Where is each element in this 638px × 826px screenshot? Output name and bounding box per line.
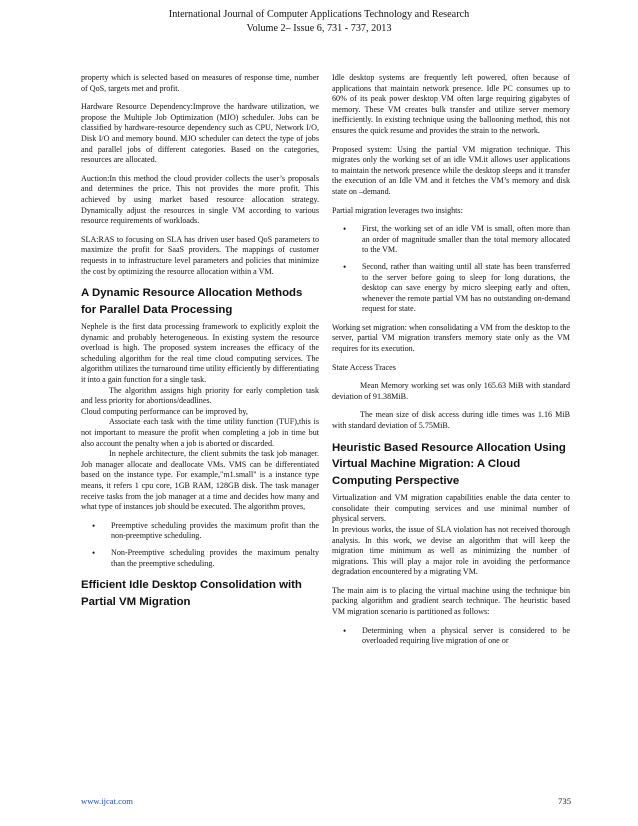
paragraph: In previous works, the issue of SLA violation has not received thorough analysis. In this work, we devise an algorithm that will keep the migration time minimum as well as minimizing the number of migrations. This will play a major role in avoiding the performance degradation encountered by a migrating VM.	[332, 524, 570, 577]
section-heading: Efficient Idle Desktop Consolidation with Partial VM Migration	[81, 579, 302, 608]
paragraph: Virtualization and VM migration capabilities enable the data center to consolidate their computing services and use minimal number of physical servers.	[332, 493, 570, 524]
paragraph: Associate each task with the time utility function (TUF),this is not important to measure the profit when completing a job in time but also account the penalty when a job is aborted or discarded.	[81, 417, 319, 448]
section-heading: Heuristic Based Resource Allocation Using Virtual Machine Migration: A Cloud Computing Perspective	[332, 441, 566, 487]
page-number: 735	[558, 796, 571, 806]
paragraph: property which is selected based on measures of response time, number of QoS, targets met and profit.	[81, 73, 319, 93]
paragraph: Nephele is the first data processing framework to explicitly exploit the dynamic and probably heterogeneous. In existing system the resource overload is high. The proposed system increases the efficacy of the scheduling algorithm for the real time cloud computing services. The algorithm utilizes the turnaround time utility efficiently by differentiating it into a gain function for a single task.	[81, 322, 319, 385]
section-heading: A Dynamic Resource Allocation Methods for Parallel Data Processing	[81, 287, 303, 316]
list-item: • Preemptive scheduling provides the maximum profit than the non-preemptive scheduling.	[81, 521, 319, 542]
paragraph: In nephele architecture, the client submits the task job manager. Job manager allocate and deallocate VMs. VMS can be differentiated based on the instance type. For example,"m1.small" is a instance type means, it refers 1 cpu core, 1GB RAM, 128GB disk. The task manager receive tasks from the job manager at a time and decides how many and what type of instances job should be executed. The algorithm proves,	[81, 449, 319, 512]
paragraph: Mean Memory working set was only 165.63 MiB with standard deviation of 91.38MiB.	[332, 381, 570, 401]
list-item: • Determining when a physical server is considered to be overloaded requiring live migration of one or	[332, 626, 570, 647]
paragraph: The mean size of disk access during idle times was 1.16 MiB with standard deviation of 5.75MiB.	[332, 410, 570, 431]
list-item: • Non-Preemptive scheduling provides the maximum penalty than the preemptive scheduling.	[81, 548, 319, 569]
paragraph: The algorithm assigns high priority for early completion task and less priority for abortions/deadlines.	[81, 385, 319, 406]
paragraph: Proposed system: Using the partial VM migration technique. This migrates only the working set of an idle VM.it allows user applications to maintain the network presence while the desktop sleeps and it transfer the execution of an Idle VM and it fetches the VM’s memory and disk state on –demand.	[332, 144, 570, 196]
journal-title: International Journal of Computer Applications Technology and Research	[168, 9, 470, 20]
list-item: • Second, rather than waiting until all state has been transferred to the server before going to sleep for long durations, the desktop can save energy by micro sleeping early and often, whenever the remote partial VM has no outstanding on-demand request for state.	[332, 262, 570, 315]
right-column	[332, 73, 570, 655]
bullet-list	[332, 626, 570, 647]
list-item: • First, the working set of an idle VM is small, often more than an order of magnitude smaller than the total memory allocated to the VM.	[332, 224, 570, 256]
issue-line: Volume 2– Issue 6, 731 - 737, 2013	[246, 23, 392, 34]
bullet-list	[332, 224, 570, 315]
paragraph: Idle desktop systems are frequently left powered, often because of applications that maintain network presence. Idle PC consumes up to 60% of its peak power desktop VM often large requiring gigabytes of memory. These VM creates bulk transfer and utilize server memory inefficiently. In existing technique using the ballooning method, this not ensures the quick resume and provides the strain to the network.	[332, 73, 570, 135]
paragraph: Partial migration leverages two insights:	[332, 205, 463, 215]
bullet-list	[81, 521, 319, 569]
paragraph: Auction:In this method the cloud provider collects the user’s proposals and determines the price. This not provides the more profit. This achieved by using market based resource allocation strategy. Dynamically adjust the resources in single VM according to various resource requirements of workloads.	[81, 173, 319, 226]
left-column	[81, 73, 319, 614]
paragraph: Working set migration: when consolidating a VM from the desktop to the server, partial VM migration transfers memory state only as the VM requires for its execution.	[332, 322, 570, 354]
paragraph: Hardware Resource Dependency:Improve the hardware utilization, we propose the Multiple Job Optimization (MJO) scheduler. Jobs can be classified by hardware-resource dependency such as CPU, Network I/O, Disk I/O and memory bound. MJO scheduler can detect the type of jobs and parallel jobs of different categories. Based on the categories, resources are allocated.	[81, 102, 319, 165]
page-header	[0, 8, 638, 36]
journal-url-link[interactable]: www.ijcat.com	[81, 796, 133, 806]
paragraph: Cloud computing performance can be improved by,	[81, 406, 248, 416]
paragraph: State Access Traces	[332, 362, 396, 372]
paragraph: SLA:RAS to focusing on SLA has driven user based QoS parameters to maximize the profit for SaaS providers. The mappings of customer requests in to infrastructure level parameters and policies that minimize the cost by optimizing the resource allocation within a VM.	[81, 234, 319, 276]
paragraph: The main aim is to placing the virtual machine using the technique bin packing algorithm and gradient search technique. The heuristic based VM migration scenario is partitioned as follows:	[332, 585, 570, 617]
page-footer	[81, 796, 571, 806]
